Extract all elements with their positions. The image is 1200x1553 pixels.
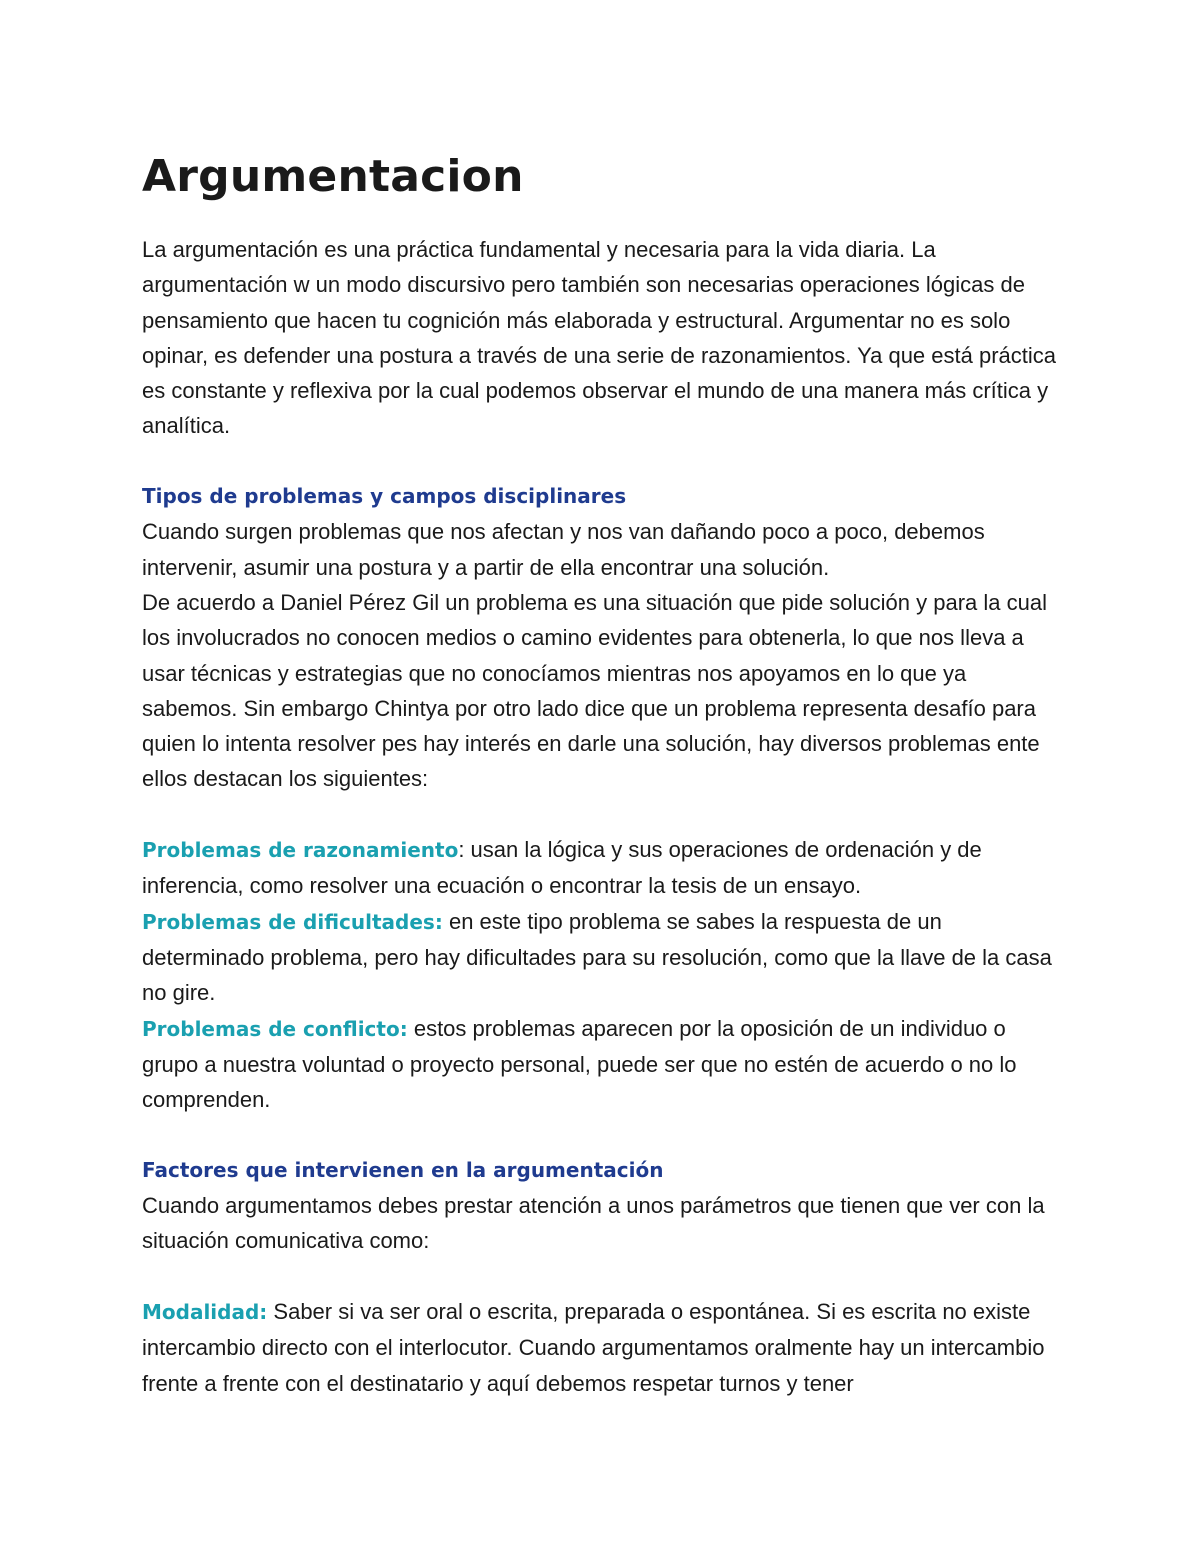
paragraph-spacer bbox=[142, 444, 1062, 479]
term-dificultades: Problemas de dificultades: bbox=[142, 909, 443, 934]
section2-paragraph-1: Cuando argumentamos debes prestar atención a unos parámetros que tienen que ver con la situación comunicativa como: bbox=[142, 1193, 1045, 1254]
section1-paragraph-2: De acuerdo a Daniel Pérez Gil un problema es una situación que pide solución y para la cual los involucrados no conocen medios o camino evidentes para obtenerla, lo que nos lleva a usar técnicas y estrategias que no conocíamos mientras nos apoyamos en lo que ya sabemos. Sin embargo Chintya por otro lado dice que un problema representa desafío para quien lo intenta resolver pes hay interés en darle una solución, hay diversos problemas ente ellos destacan los siguientes: bbox=[142, 589, 1047, 792]
paragraph-spacer bbox=[142, 1259, 1062, 1294]
paragraph-spacer bbox=[142, 797, 1062, 832]
definition-razonamiento: : usan la lógica y sus operaciones de ordenación y de inferencia, como resolver una ecuación o encontrar la tesis de un ensayo. bbox=[142, 837, 982, 899]
definition-modalidad: Saber si va ser oral o escrita, preparada o espontánea. Si es escrita no existe intercambio directo con el interlocutor. Cuando argumentamos oralmente hay un intercambio frente a frente con el destinatario y aquí debemos respetar turnos y tener bbox=[142, 1298, 1045, 1396]
term-modalidad: Modalidad: bbox=[142, 1299, 268, 1324]
definition-dificultades: en este tipo problema se sabes la respuesta de un determinado problema, pero hay dificultades para su resolución, como que la llave de la casa no gire. bbox=[142, 908, 1052, 1006]
document-content bbox=[142, 150, 1062, 1401]
term-conflicto: Problemas de conflicto: bbox=[142, 1016, 408, 1041]
problem-type-razonamiento bbox=[142, 832, 1062, 904]
problem-type-dificultades bbox=[142, 904, 1062, 1011]
document-title: Argumentacion bbox=[142, 151, 524, 202]
intro-paragraph: La argumentación es una práctica fundamental y necesaria para la vida diaria. La argumentación w un modo discursivo pero también son necesarias operaciones lógicas de pensamiento que hacen tu cognición más elaborada y estructural. Argumentar no es solo opinar, es defender una postura a través de una serie de razonamientos. Ya que está práctica es constante y reflexiva por la cual podemos observar el mundo de una manera más crítica y analítica. bbox=[142, 237, 1056, 439]
section1-paragraph-1: Cuando surgen problemas que nos afectan y nos van dañando poco a poco, debemos intervenir, asumir una postura y a partir de ella encontrar una solución. bbox=[142, 519, 985, 580]
term-razonamiento: Problemas de razonamiento bbox=[142, 838, 459, 863]
paragraph-spacer bbox=[142, 1117, 1062, 1152]
problem-type-conflicto bbox=[142, 1011, 1062, 1118]
factor-modalidad bbox=[142, 1294, 1062, 1401]
definition-conflicto: estos problemas aparecen por la oposición de un individuo o grupo a nuestra voluntad o proyecto personal, puede ser que no estén de acuerdo o no lo comprenden. bbox=[142, 1015, 1017, 1113]
section-heading-factores: Factores que intervienen en la argumentación bbox=[142, 1157, 664, 1182]
section-heading-tipos-problemas: Tipos de problemas y campos disciplinares bbox=[142, 484, 627, 509]
